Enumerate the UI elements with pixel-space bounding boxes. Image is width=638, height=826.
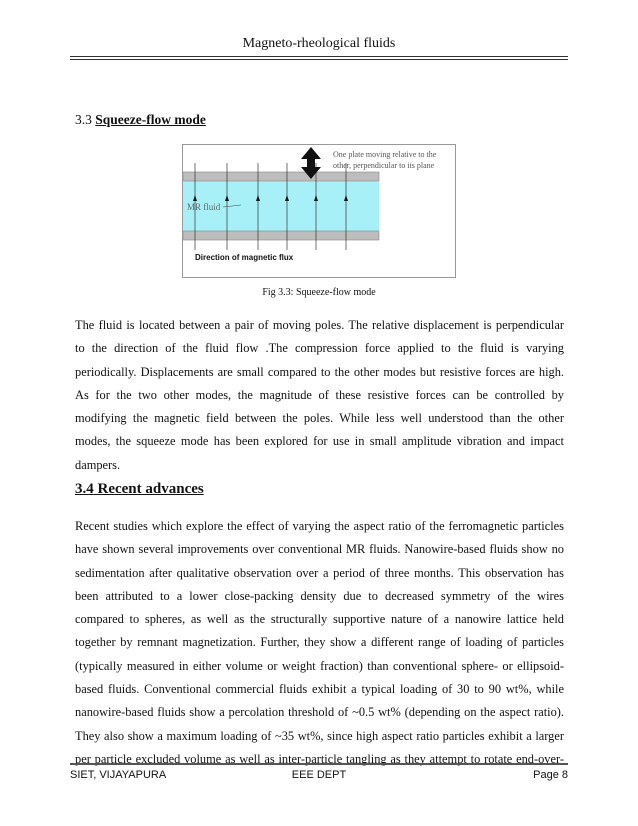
- bottom-plate: [183, 231, 379, 240]
- text-line: together by remnant magnetization. Further, they show a different range of loading of particles: [75, 635, 564, 650]
- text-line: modifying the magnetic field between the poles. While less well understood than the other: [75, 411, 564, 426]
- text-line: As for the two other modes, the magnitude of these resistive forces can be controlled by: [75, 387, 564, 402]
- plate-label-line-1: One plate moving relative to the: [333, 150, 437, 159]
- footer-institution: SIET, VIJAYAPURA: [70, 769, 167, 781]
- text-line: to the direction of the fluid flow .The compression force applied to the fluid is varying: [75, 341, 564, 356]
- plate-label-line-2: other, perpendicular to its plane: [333, 161, 435, 170]
- footer-page-number: Page 8: [533, 769, 568, 781]
- text-line: periodically. Displacements are small compared to the other modes but resistive forces are high.: [75, 364, 564, 379]
- section-title: Recent advances: [97, 481, 204, 497]
- text-line: dampers.: [75, 457, 121, 472]
- text-line: (typically measured in either volume or weight fraction) than conventional sphere- or ellipsoid-: [75, 658, 564, 673]
- text-line: They also show a maximum loading of ~35 wt%, since high aspect ratio particles exhibit a larger: [75, 728, 564, 743]
- section-heading-3-3: [75, 112, 206, 128]
- squeeze-flow-figure: [182, 144, 456, 278]
- section-number: 3.4: [75, 481, 94, 497]
- text-line: sedimentation after qualitative observation over a period of three months. This observation has: [75, 565, 564, 580]
- figure-caption: Fig 3.3: Squeeze-flow mode: [262, 287, 376, 298]
- text-line: Recent studies which explore the effect of varying the aspect ratio of the ferromagnetic particles: [75, 519, 564, 533]
- text-line: modes, the squeeze mode has been explored for use in small amplitude vibration and impact: [75, 434, 564, 449]
- mr-fluid-label: MR fluid: [187, 202, 221, 212]
- text-line: compared to spheres, as well as the structurally supportive nature of a nanowire lattice held: [75, 612, 564, 627]
- text-line: have shown several improvements over conventional MR fluids. Nanowire-based fluids show no: [75, 542, 564, 557]
- text-line: The fluid is located between a pair of moving poles. The relative displacement is perpendicular: [75, 318, 564, 332]
- flux-direction-label: Direction of magnetic flux: [195, 253, 294, 262]
- section-heading-3-4: [75, 481, 204, 498]
- paragraph-recent-advances: [75, 515, 564, 771]
- paragraph-squeeze-mode: [75, 314, 564, 477]
- running-header: Magneto-rheological fluids: [242, 36, 396, 51]
- text-line: per particle excluded volume as well as inter-particle tangling as they attempt to rotate end-over-: [75, 751, 564, 766]
- top-plate: [183, 172, 379, 181]
- text-line: based fluids. Conventional commercial fluids exhibit a typical loading of 30 to 90 wt%, while: [75, 682, 564, 697]
- footer-rule: [70, 763, 568, 765]
- text-line: nanowire-based fluids show a percolation threshold of ~0.5 wt% (depending on the aspect ratio).: [75, 705, 564, 720]
- squeeze-flow-diagram: [183, 145, 455, 277]
- header-rule-secondary: [70, 59, 568, 60]
- section-number: 3.3: [75, 112, 92, 127]
- text-line: been attributed to a lower close-packing density due to decreased symmetry of the wires: [75, 588, 564, 603]
- footer-department: EEE DEPT: [291, 769, 347, 781]
- section-title: Squeeze-flow mode: [95, 112, 206, 127]
- header-rule: [70, 56, 568, 57]
